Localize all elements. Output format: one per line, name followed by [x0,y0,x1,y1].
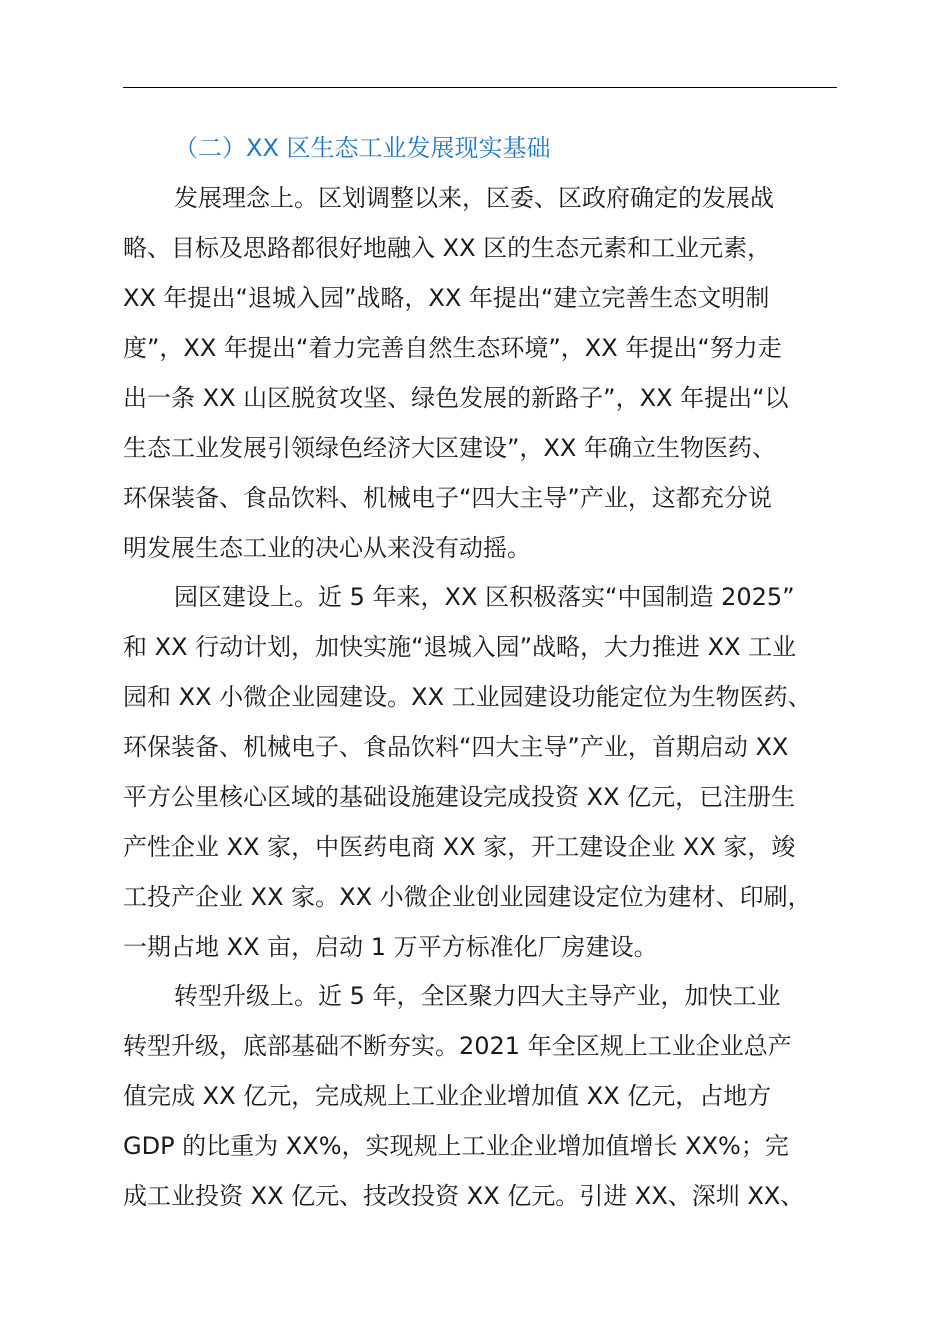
section-heading: （二）XX 区生态工业发展现实基础 [174,134,551,162]
text-line: 园区建设上。近 5 年来，XX 区积极落实“中国制造 2025” [174,583,795,611]
text-line: GDP 的比重为 XX%，实现规上工业企业增加值增长 XX%；完 [123,1132,789,1160]
text-line: 成工业投资 XX 亿元、技改投资 XX 亿元。引进 XX、深圳 XX、 [123,1182,805,1210]
text-line: 环保装备、食品饮料、机械电子“四大主导”产业，这都充分说 [123,484,772,512]
text-line: 略、目标及思路都很好地融入 XX 区的生态元素和工业元素， [123,234,772,262]
text-line: 转型升级上。近 5 年，全区聚力四大主导产业，加快工业 [174,982,781,1010]
text-line: 转型升级，底部基础不断夯实。2021 年全区规上工业企业总产 [123,1032,792,1060]
text-line: 生态工业发展引领绿色经济大区建设”，XX 年确立生物医药、 [123,434,776,462]
header-rule [123,87,837,88]
text-line: 园和 XX 小微企业园建设。XX 工业园建设功能定位为生物医药、 [123,683,812,711]
text-line: 值完成 XX 亿元，完成规上工业企业增加值 XX 亿元，占地方 [123,1082,772,1110]
text-line: 和 XX 行动计划，加快实施“退城入园”战略，大力推进 XX 工业 [123,633,797,661]
text-line: 产性企业 XX 家，中医药电商 XX 家，开工建设企业 XX 家，竣 [123,833,796,861]
text-line: 度”，XX 年提出“着力完善自然生态环境”，XX 年提出“努力走 [123,334,782,362]
text-line: 工投产企业 XX 家。XX 小微企业创业园建设定位为建材、印刷， [123,883,812,911]
text-line: 一期占地 XX 亩，启动 1 万平方标准化厂房建设。 [123,933,658,961]
text-line: 平方公里核心区域的基础设施建设完成投资 XX 亿元，已注册生 [123,783,796,811]
text-line: 出一条 XX 山区脱贫攻坚、绿色发展的新路子”，XX 年提出“以 [123,384,789,412]
text-line: 环保装备、机械电子、食品饮料“四大主导”产业，首期启动 XX [123,733,789,761]
text-line: 发展理念上。区划调整以来，区委、区政府确定的发展战 [174,184,774,212]
text-line: XX 年提出“退城入园”战略，XX 年提出“建立完善生态文明制 [123,284,770,312]
text-line: 明发展生态工业的决心从来没有动摇。 [123,534,531,562]
